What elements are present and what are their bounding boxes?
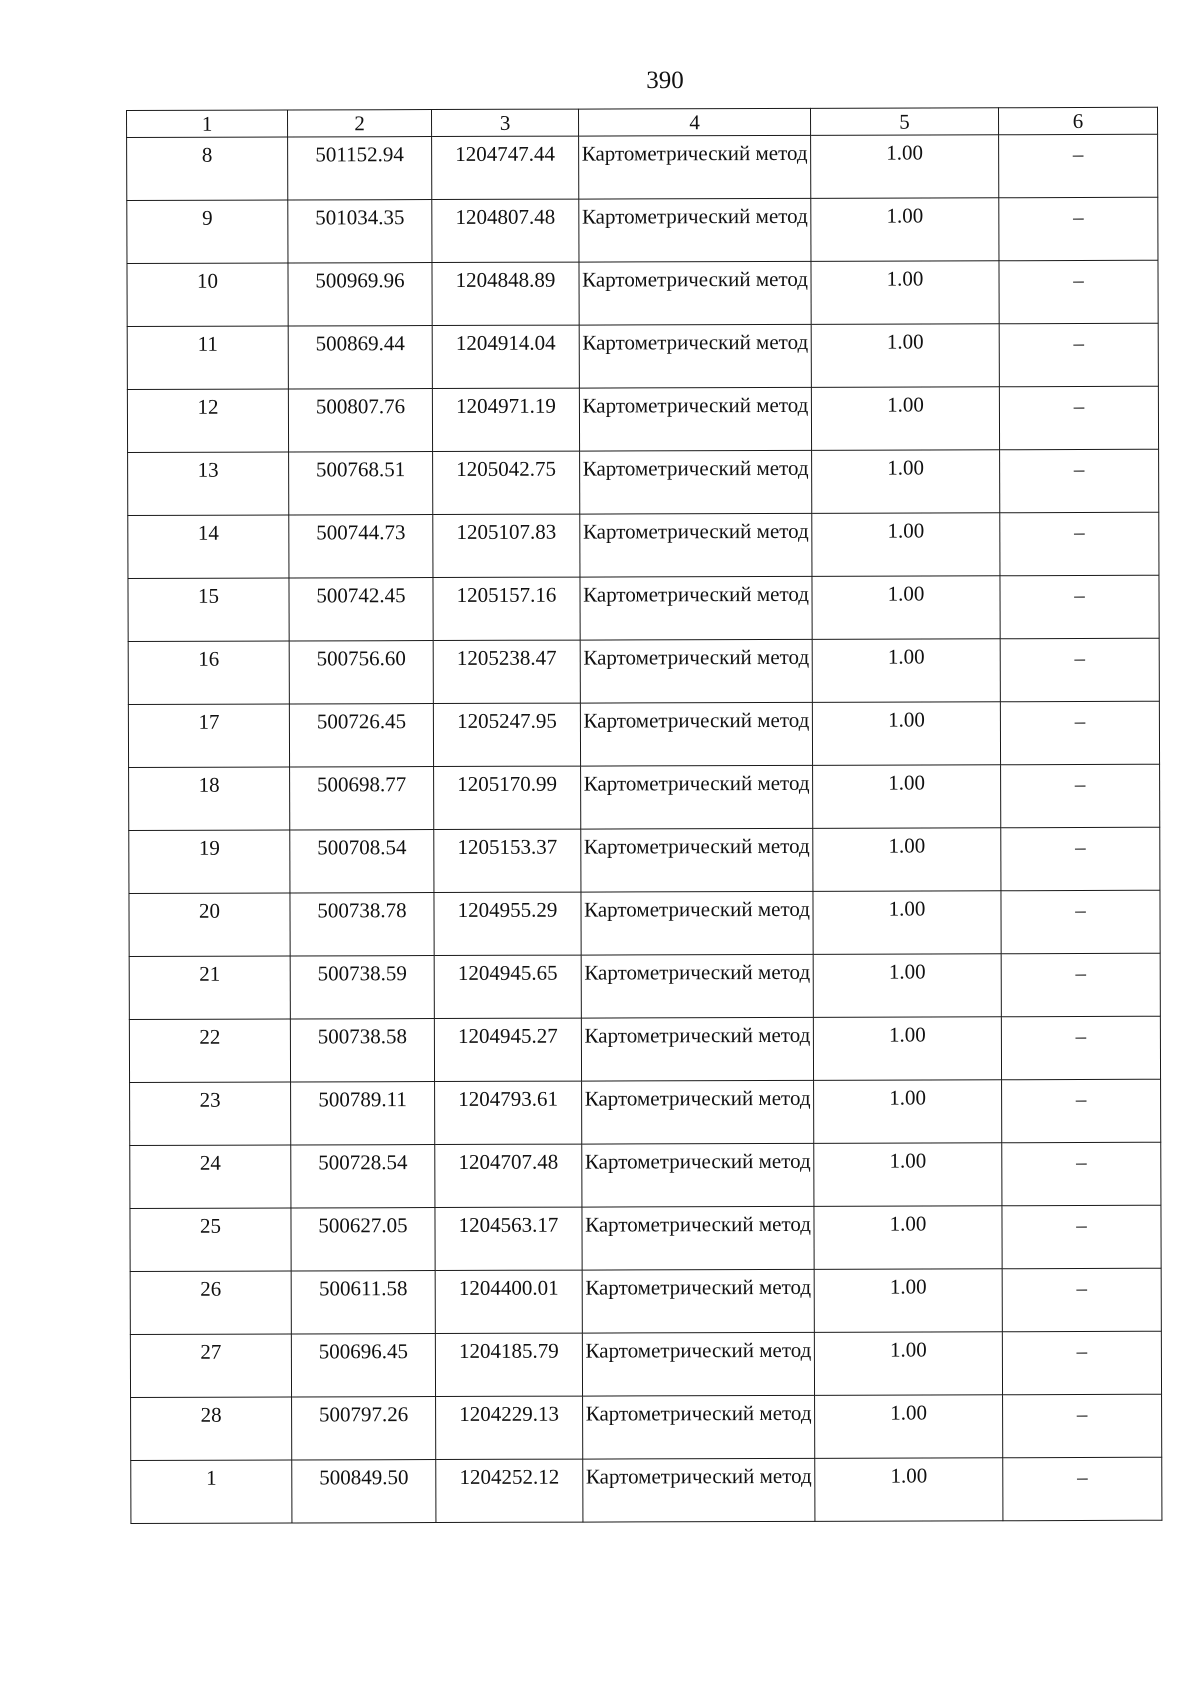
note-cell-text: – <box>1074 771 1086 797</box>
method-cell-text: Картометрический метод <box>584 1022 811 1048</box>
table-row <box>128 701 1159 767</box>
point-number-cell <box>128 515 289 579</box>
coordinate-x-cell-text: 500869.44 <box>315 331 405 356</box>
precision-cell <box>812 450 1000 514</box>
precision-cell <box>811 261 999 325</box>
table-row <box>127 260 1158 326</box>
precision-cell-text: 1.00 <box>887 518 925 543</box>
point-number-cell <box>129 767 290 831</box>
note-cell <box>1003 1394 1162 1457</box>
point-number-cell-text: 16 <box>198 646 220 671</box>
coordinate-x-cell-text: 500768.51 <box>315 457 406 482</box>
coordinate-x-cell <box>288 137 432 200</box>
coordinate-x-cell <box>290 956 434 1019</box>
method-cell <box>581 954 813 1018</box>
precision-cell-text: 1.00 <box>888 707 925 732</box>
coordinate-x-cell-text: 500969.96 <box>315 268 405 293</box>
coordinate-x-cell-text: 501034.35 <box>315 205 405 230</box>
point-number-cell <box>127 200 288 264</box>
note-cell <box>1000 575 1159 638</box>
point-number-cell-text: 10 <box>196 268 219 293</box>
note-cell <box>1002 1079 1161 1142</box>
method-cell-text: Картометрический метод <box>582 518 809 544</box>
point-number-cell-text: 25 <box>199 1213 222 1238</box>
coordinate-y-cell <box>432 199 579 262</box>
coordinate-x-cell-text: 500728.54 <box>318 1150 408 1175</box>
method-cell <box>582 1269 814 1333</box>
coordinate-y-cell <box>434 892 581 955</box>
note-cell-text: – <box>1075 1023 1087 1049</box>
coordinate-y-cell <box>433 640 580 703</box>
point-number-cell-text: 24 <box>199 1150 221 1175</box>
note-cell-text: – <box>1074 519 1085 545</box>
point-number-cell-text: 27 <box>200 1339 222 1364</box>
table-row <box>127 323 1158 389</box>
coordinate-y-cell-text: 1205170.99 <box>457 771 558 796</box>
coordinate-y-cell <box>432 388 579 451</box>
precision-cell-text: 1.00 <box>888 1022 926 1047</box>
method-cell-text: Картометрический метод <box>584 1085 811 1111</box>
precision-cell-text: 1.00 <box>889 1148 927 1173</box>
method-cell <box>580 639 812 703</box>
method-cell-text: Картометрический метод <box>585 1211 811 1237</box>
point-number-cell <box>130 1082 291 1146</box>
coordinate-y-cell-text: 1205042.75 <box>456 456 557 481</box>
coordinate-y-cell <box>434 955 581 1018</box>
precision-cell-text: 1.00 <box>886 203 924 228</box>
point-number-cell <box>127 389 288 453</box>
table-row <box>130 1268 1161 1334</box>
coordinate-x-cell-text: 500849.50 <box>319 1465 409 1490</box>
coordinate-y-cell <box>436 1396 583 1459</box>
coordinate-x-cell-text: 500756.60 <box>316 646 406 671</box>
point-number-cell-text: 22 <box>199 1024 221 1049</box>
precision-cell-text: 1.00 <box>889 1085 927 1110</box>
point-number-cell-text: 26 <box>200 1276 222 1301</box>
method-cell <box>581 828 813 892</box>
note-cell <box>1002 1331 1161 1394</box>
table-row <box>131 1457 1162 1523</box>
note-cell-text: – <box>1076 1212 1087 1238</box>
note-cell-text: – <box>1073 456 1085 482</box>
note-cell <box>1003 1457 1162 1520</box>
column-header: 4 <box>578 108 810 136</box>
precision-cell-text: 1.00 <box>886 329 924 354</box>
note-cell-text: – <box>1075 897 1086 923</box>
table-row <box>127 134 1158 200</box>
coordinate-x-cell-text: 500807.76 <box>315 394 406 419</box>
point-number-cell <box>129 956 290 1020</box>
table-row <box>127 386 1158 452</box>
coordinate-x-cell-text: 500738.58 <box>317 1024 408 1049</box>
method-cell <box>579 261 811 325</box>
coordinate-y-cell-text: 1204400.01 <box>458 1275 559 1300</box>
note-cell <box>999 386 1158 449</box>
coordinate-x-cell-text: 500744.73 <box>316 520 406 545</box>
method-cell-text: Картометрический метод <box>583 644 810 670</box>
table-row <box>129 1016 1160 1082</box>
precision-cell-text: 1.00 <box>887 644 925 669</box>
method-cell <box>583 1458 815 1522</box>
precision-cell-text: 1.00 <box>888 959 926 984</box>
note-cell <box>1000 638 1159 701</box>
method-cell-text: Картометрический метод <box>583 581 809 607</box>
coordinate-x-cell <box>289 704 433 767</box>
point-number-cell-text: 21 <box>199 961 221 986</box>
precision-cell <box>813 954 1001 1018</box>
note-cell-text: – <box>1077 1464 1088 1490</box>
precision-cell <box>814 1080 1002 1144</box>
note-cell <box>1001 890 1160 953</box>
precision-cell <box>815 1395 1003 1459</box>
note-cell <box>999 323 1158 386</box>
point-number-cell <box>128 578 289 642</box>
coordinate-y-cell <box>435 1207 582 1270</box>
point-number-cell <box>131 1397 292 1461</box>
coordinate-x-cell <box>289 452 433 515</box>
coordinate-y-cell-text: 1204185.79 <box>458 1338 559 1363</box>
method-cell <box>581 765 813 829</box>
method-cell <box>582 1332 814 1396</box>
table-row <box>130 1205 1161 1271</box>
point-number-cell <box>128 452 289 516</box>
coordinate-x-cell <box>289 578 433 641</box>
column-header: 5 <box>810 108 998 136</box>
coordinate-y-cell-text: 1204563.17 <box>458 1212 559 1237</box>
note-cell <box>999 134 1158 197</box>
precision-cell <box>814 1269 1002 1333</box>
coordinate-x-cell <box>290 767 434 830</box>
point-number-cell-text: 15 <box>197 583 220 608</box>
method-cell-text: Картометрический метод <box>584 959 811 985</box>
note-cell-text: – <box>1076 1401 1088 1427</box>
method-cell-text: Картометрический метод <box>582 392 809 418</box>
precision-cell-text: 1.00 <box>890 1400 928 1425</box>
precision-cell-text: 1.00 <box>888 896 926 921</box>
coordinate-y-cell-text: 1205238.47 <box>456 645 557 670</box>
point-number-cell-text: 14 <box>197 520 219 545</box>
note-cell-text: – <box>1076 1149 1087 1175</box>
point-number-cell-text: 20 <box>198 898 221 923</box>
coordinate-x-cell <box>292 1460 436 1523</box>
table-header-row <box>127 107 1158 137</box>
coordinate-y-cell <box>434 829 581 892</box>
point-number-cell <box>127 326 288 390</box>
table-row <box>128 638 1159 704</box>
table-row <box>128 449 1159 515</box>
precision-cell <box>813 891 1001 955</box>
coordinate-y-cell-text: 1204945.27 <box>457 1023 558 1048</box>
coordinate-x-cell-text: 500797.26 <box>318 1402 409 1427</box>
method-cell <box>582 1206 814 1270</box>
point-number-cell-text: 1 <box>206 1465 217 1490</box>
point-number-cell <box>130 1334 291 1398</box>
method-cell-text: Картометрический метод <box>581 140 808 166</box>
precision-cell-text: 1.00 <box>886 140 924 165</box>
coordinate-y-cell <box>432 136 579 199</box>
precision-cell <box>812 702 1000 766</box>
coordinate-x-cell <box>291 1271 435 1334</box>
point-number-cell-text: 8 <box>201 142 213 167</box>
precision-cell <box>813 1017 1001 1081</box>
method-cell-text: Картометрический метод <box>585 1274 812 1300</box>
note-cell-text: – <box>1074 708 1086 734</box>
point-number-cell <box>127 263 288 327</box>
note-cell-text: – <box>1073 204 1084 230</box>
coordinate-x-cell <box>288 389 432 452</box>
point-number-cell <box>130 1145 291 1209</box>
coordinate-y-cell <box>432 325 579 388</box>
method-cell <box>580 450 812 514</box>
coordinate-y-cell-text: 1204971.19 <box>456 393 556 418</box>
note-cell <box>1002 1142 1161 1205</box>
point-number-cell-text: 9 <box>202 205 213 230</box>
precision-cell <box>814 1206 1002 1270</box>
note-cell-text: – <box>1073 267 1084 293</box>
note-cell-text: – <box>1075 1086 1087 1112</box>
point-number-cell <box>131 1460 292 1524</box>
column-header: 2 <box>288 110 432 137</box>
precision-cell <box>815 1458 1003 1522</box>
point-number-cell <box>128 704 289 768</box>
point-number-cell-text: 11 <box>197 331 218 356</box>
column-header: 3 <box>432 109 579 136</box>
precision-cell <box>811 324 999 388</box>
precision-cell-text: 1.00 <box>889 1337 927 1362</box>
coordinate-x-cell <box>290 830 434 893</box>
note-cell <box>1002 1205 1161 1268</box>
coordinate-y-cell-text: 1204252.12 <box>459 1464 560 1489</box>
coordinate-x-cell <box>289 515 433 578</box>
coordinate-x-cell <box>288 326 432 389</box>
point-number-cell <box>129 893 290 957</box>
table-row <box>129 890 1160 956</box>
coordinate-x-cell <box>288 263 432 326</box>
point-number-cell-text: 12 <box>197 394 219 419</box>
coordinate-x-cell <box>288 200 432 263</box>
table-body <box>127 134 1162 1523</box>
method-cell <box>582 1080 814 1144</box>
precision-cell <box>812 639 1000 703</box>
coordinate-x-cell <box>291 1334 435 1397</box>
point-number-cell-text: 28 <box>200 1402 222 1427</box>
note-cell <box>1001 1016 1160 1079</box>
point-number-cell-text: 19 <box>198 835 220 860</box>
coordinate-x-cell <box>291 1145 435 1208</box>
note-cell-text: – <box>1076 1338 1088 1364</box>
note-cell <box>1001 764 1160 827</box>
method-cell <box>579 387 811 451</box>
point-number-cell <box>127 137 288 201</box>
method-cell-text: Картометрический метод <box>582 329 809 355</box>
table-row <box>131 1394 1162 1460</box>
precision-cell-text: 1.00 <box>890 1463 928 1488</box>
coordinate-y-cell-text: 1204707.48 <box>458 1149 559 1174</box>
point-number-cell-text: 17 <box>198 709 220 734</box>
table-row <box>129 827 1160 893</box>
method-cell <box>580 576 812 640</box>
coordinate-y-cell <box>433 577 580 640</box>
coordinate-x-cell <box>290 893 434 956</box>
coordinate-y-cell-text: 1204955.29 <box>457 897 558 922</box>
point-number-cell <box>129 830 290 894</box>
coordinate-y-cell-text: 1204914.04 <box>455 330 556 355</box>
coordinate-y-cell <box>433 451 580 514</box>
method-cell <box>579 198 811 262</box>
precision-cell <box>812 513 1000 577</box>
coordinate-y-cell <box>434 1018 581 1081</box>
precision-cell-text: 1.00 <box>887 581 925 606</box>
method-cell-text: Картометрический метод <box>584 896 810 922</box>
table-row <box>129 764 1160 830</box>
precision-cell <box>813 828 1001 892</box>
method-cell-text: Картометрический метод <box>584 1148 811 1174</box>
method-cell-text: Картометрический метод <box>582 266 808 292</box>
coordinate-y-cell-text: 1204848.89 <box>455 267 556 292</box>
coordinate-y-cell <box>433 514 580 577</box>
precision-cell-text: 1.00 <box>886 266 924 291</box>
method-cell-text: Картометрический метод <box>582 455 809 481</box>
precision-cell <box>812 576 1000 640</box>
table-row <box>130 1142 1161 1208</box>
coordinate-x-cell <box>292 1397 436 1460</box>
coordinate-x-cell <box>289 641 433 704</box>
precision-cell-text: 1.00 <box>888 770 926 795</box>
point-number-cell-text: 18 <box>198 772 220 797</box>
coordinates-table <box>126 107 1162 1524</box>
note-cell <box>999 260 1158 323</box>
point-number-cell <box>129 1019 290 1083</box>
coordinate-x-cell-text: 500698.77 <box>316 772 407 797</box>
note-cell <box>1000 512 1159 575</box>
coordinate-x-cell <box>290 1019 434 1082</box>
note-cell-text: – <box>1073 393 1085 419</box>
coordinate-x-cell-text: 500708.54 <box>317 835 407 860</box>
method-cell <box>579 324 811 388</box>
coordinate-y-cell <box>433 703 580 766</box>
note-cell-text: – <box>1074 582 1085 608</box>
precision-cell-text: 1.00 <box>887 392 924 417</box>
coordinate-x-cell-text: 500627.05 <box>318 1213 408 1238</box>
note-cell <box>1001 953 1160 1016</box>
coordinate-x-cell-text: 500742.45 <box>316 583 406 608</box>
method-cell <box>579 135 811 199</box>
page-number: 390 <box>646 67 684 94</box>
method-cell-text: Картометрический метод <box>583 770 810 796</box>
point-number-cell <box>128 641 289 705</box>
note-cell <box>1000 701 1159 764</box>
precision-cell <box>811 387 999 451</box>
coordinate-x-cell <box>291 1208 435 1271</box>
coordinate-y-cell <box>432 262 579 325</box>
method-cell-text: Картометрический метод <box>585 1463 812 1489</box>
coordinate-y-cell <box>435 1270 582 1333</box>
precision-cell <box>811 135 999 199</box>
coordinate-y-cell-text: 1205153.37 <box>457 834 558 859</box>
method-cell <box>581 891 813 955</box>
coordinate-y-cell-text: 1204747.44 <box>455 141 556 166</box>
coordinate-x-cell-text: 500738.78 <box>317 898 407 923</box>
coordinate-y-cell <box>435 1144 582 1207</box>
table-row <box>129 953 1160 1019</box>
coordinate-x-cell-text: 500726.45 <box>316 709 407 734</box>
table-row <box>130 1331 1161 1397</box>
precision-cell-text: 1.00 <box>887 455 925 480</box>
note-cell <box>1000 449 1159 512</box>
precision-cell-text: 1.00 <box>888 833 926 858</box>
column-header: 1 <box>127 110 288 138</box>
coordinate-y-cell-text: 1205107.83 <box>456 519 557 544</box>
coordinate-y-cell <box>435 1081 582 1144</box>
point-number-cell-text: 23 <box>199 1087 221 1112</box>
table-row <box>127 197 1158 263</box>
point-number-cell <box>130 1208 291 1272</box>
coordinate-y-cell-text: 1204807.48 <box>455 204 556 229</box>
coordinate-y-cell <box>436 1459 583 1522</box>
table-row <box>128 512 1159 578</box>
method-cell <box>582 1143 814 1207</box>
method-cell <box>583 1395 815 1459</box>
precision-cell <box>813 765 1001 829</box>
point-number-cell-text: 13 <box>197 457 219 482</box>
precision-cell <box>814 1332 1002 1396</box>
note-cell <box>1002 1268 1161 1331</box>
precision-cell <box>814 1143 1002 1207</box>
coordinate-x-cell-text: 500738.59 <box>317 961 407 986</box>
method-cell <box>581 1017 813 1081</box>
coordinate-y-cell-text: 1205157.16 <box>456 582 557 607</box>
method-cell <box>580 513 812 577</box>
table-row <box>130 1079 1161 1145</box>
method-cell-text: Картометрический метод <box>581 203 808 229</box>
note-cell <box>999 197 1158 260</box>
method-cell-text: Картометрический метод <box>585 1337 812 1363</box>
note-cell-text: – <box>1075 834 1086 860</box>
coordinate-y-cell <box>435 1333 582 1396</box>
coordinate-y-cell-text: 1204945.65 <box>457 960 558 985</box>
precision-cell-text: 1.00 <box>889 1274 927 1299</box>
note-cell-text: – <box>1076 1275 1087 1301</box>
coordinate-x-cell <box>291 1082 435 1145</box>
coordinate-x-cell-text: 501152.94 <box>315 142 404 167</box>
coordinate-x-cell-text: 500611.58 <box>318 1276 408 1301</box>
point-number-cell <box>130 1271 291 1335</box>
coordinate-y-cell-text: 1204229.13 <box>459 1401 560 1426</box>
method-cell-text: Картометрический метод <box>585 1400 812 1426</box>
precision-cell-text: 1.00 <box>889 1211 927 1236</box>
coordinate-x-cell-text: 500696.45 <box>318 1339 409 1364</box>
precision-cell <box>811 198 999 262</box>
note-cell-text: – <box>1072 141 1084 167</box>
table-row <box>128 575 1159 641</box>
coordinate-y-cell-text: 1204793.61 <box>458 1086 559 1111</box>
coordinate-y-cell-text: 1205247.95 <box>457 708 557 733</box>
column-header: 6 <box>998 107 1157 134</box>
coordinate-x-cell-text: 500789.11 <box>318 1087 407 1112</box>
note-cell <box>1001 827 1160 890</box>
method-cell-text: Картометрический метод <box>583 833 810 859</box>
note-cell-text: – <box>1075 960 1087 986</box>
coordinate-y-cell <box>434 766 581 829</box>
note-cell-text: – <box>1074 645 1086 671</box>
method-cell-text: Картометрический метод <box>583 707 810 733</box>
method-cell <box>580 702 812 766</box>
note-cell-text: – <box>1073 330 1085 356</box>
